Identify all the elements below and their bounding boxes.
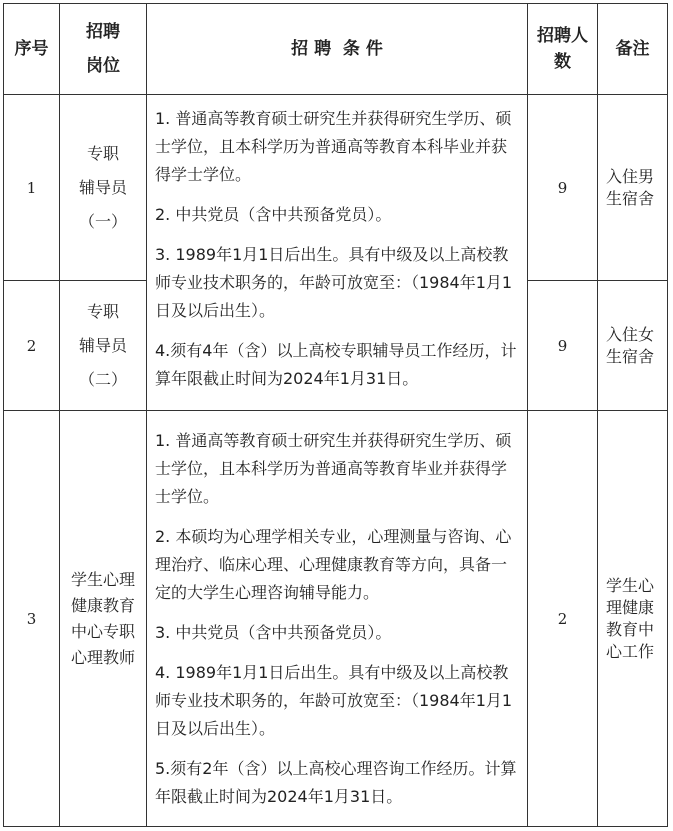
conditions-cell-group1: [147, 95, 528, 411]
row-count: 9: [528, 95, 598, 281]
recruitment-table: [3, 3, 668, 827]
row-position: [60, 281, 147, 411]
table-row: [4, 95, 668, 281]
position-line: （一）: [78, 211, 127, 231]
table-row: [4, 411, 668, 827]
row-index: 2: [4, 281, 60, 411]
row-note: 入住男生宿舍: [598, 95, 668, 281]
row-index: 1: [4, 95, 60, 281]
header-row: [4, 4, 668, 95]
header-count: 招聘人数: [528, 4, 598, 95]
condition-item: 2. 本硕均为心理学相关专业，心理测量与咨询、心理治疗、临床心理、心理健康教育等方向，具备一定的大学生心理咨询辅导能力。: [155, 527, 512, 602]
conditions-cell-group2: [147, 411, 528, 827]
row-index: 3: [4, 411, 60, 827]
row-count: 2: [528, 411, 598, 827]
row-position: [60, 95, 147, 281]
position-line: 专职: [86, 143, 119, 163]
position-line: 专职: [86, 301, 119, 321]
row-position: 学生心理健康教育中心专职心理教师: [60, 411, 147, 827]
header-position: [60, 4, 147, 95]
header-position-line1: 招聘: [86, 22, 120, 42]
row-count: 9: [528, 281, 598, 411]
header-conditions: 招 聘 条 件: [147, 4, 528, 95]
condition-item: 3. 1989年1月1日后出生。具有中级及以上高校教师专业技术职务的，年龄可放宽至：（1984年1月1日及以后出生）。: [155, 245, 513, 320]
condition-item: 5.须有2年（含）以上高校心理咨询工作经历。计算年限截止时间为2024年1月31日。: [155, 759, 517, 806]
condition-item: 4.须有4年（含）以上高校专职辅导员工作经历，计算年限截止时间为2024年1月31日。: [155, 341, 517, 388]
row-note: 学生心理健康教育中心工作: [598, 411, 668, 827]
position-line: 辅导员: [78, 177, 127, 197]
row-note: 入住女生宿舍: [598, 281, 668, 411]
header-position-line2: 岗位: [86, 56, 120, 76]
header-note: 备注: [598, 4, 668, 95]
position-line: 辅导员: [78, 335, 127, 355]
condition-item: 4. 1989年1月1日后出生。具有中级及以上高校教师专业技术职务的，年龄可放宽至：（1984年1月1日及以后出生）。: [155, 663, 513, 738]
condition-item: 2. 中共党员（含中共预备党员）。: [155, 205, 392, 224]
header-index: 序号: [4, 4, 60, 95]
condition-item: 3. 中共党员（含中共预备党员）。: [155, 623, 392, 642]
condition-item: 1. 普通高等教育硕士研究生并获得研究生学历、硕士学位，且本科学历为普通高等教育本科毕业并获得学士学位。: [155, 109, 512, 184]
position-line: （二）: [78, 369, 127, 389]
condition-item: 1. 普通高等教育硕士研究生并获得研究生学历、硕士学位，且本科学历为普通高等教育毕业并获得学士学位。: [155, 431, 512, 506]
